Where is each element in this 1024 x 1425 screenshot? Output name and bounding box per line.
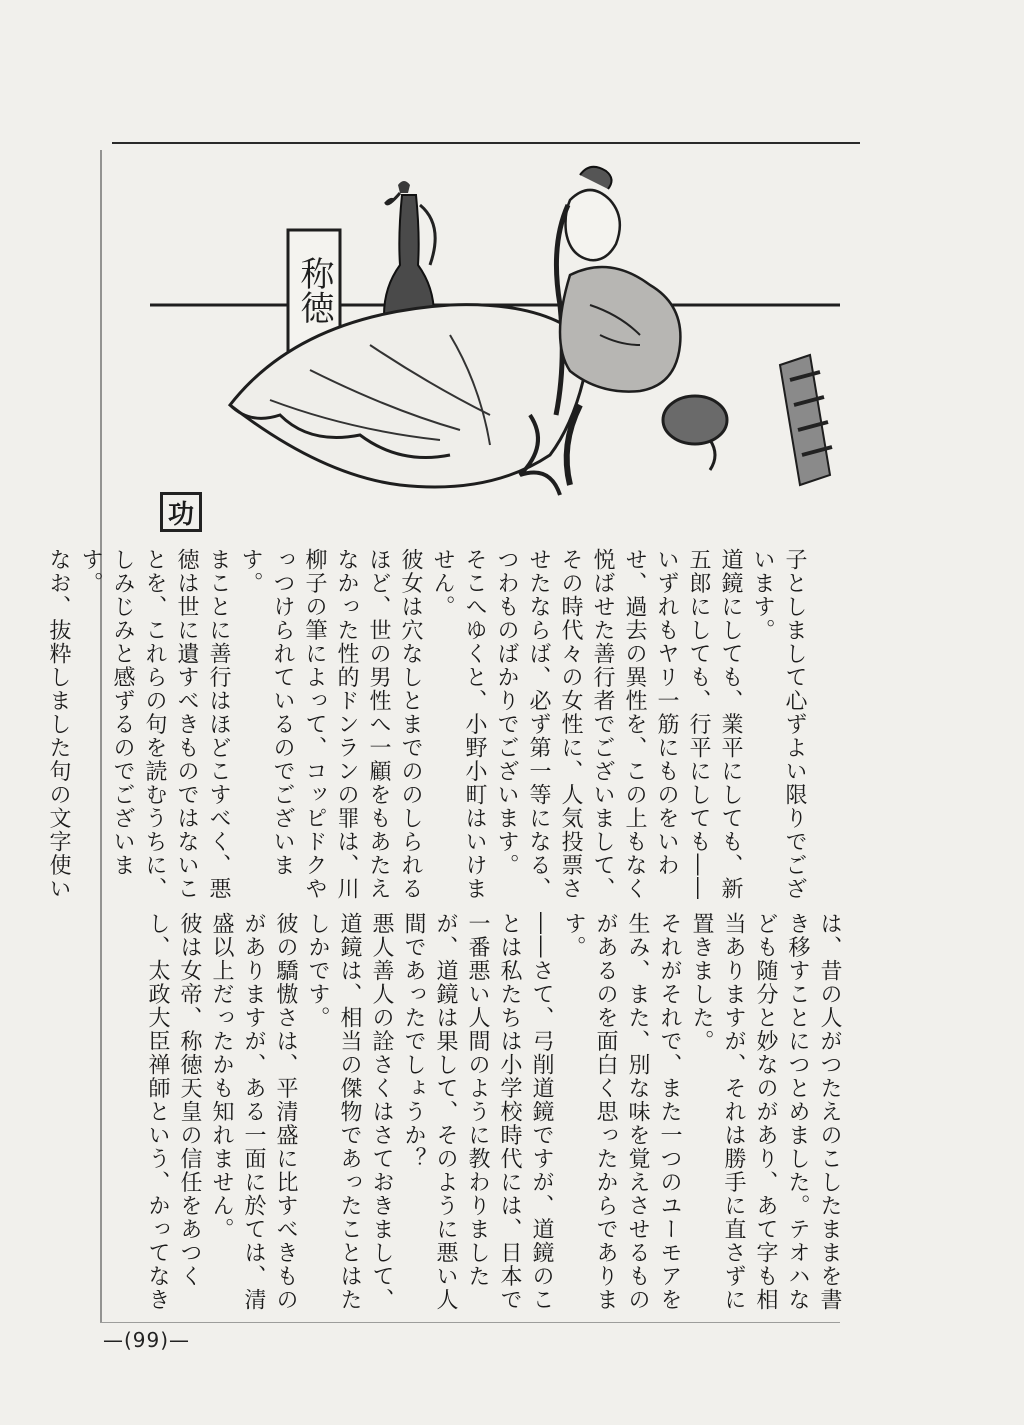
lower-paragraph: 彼の驕慠さは、平清盛に比すべきものがありますが、ある一面に於ては、清盛以上だったかも知れません。 [209, 912, 298, 1312]
court-lady-figure [556, 165, 680, 485]
flowing-robe [230, 305, 590, 495]
lower-paragraph: それがそれで、また一つのユーモアを生み、また、別な味を覚えさせるものがあるのを面白く思ったからであります。 [561, 912, 682, 1312]
lower-text-column [110, 912, 845, 1312]
lower-paragraph: 彼は女帝、称徳天皇の信任をあつくし、太政大臣禅師という、かってなき [145, 912, 202, 1312]
bottom-rule [100, 1322, 840, 1323]
folding-screen [780, 355, 832, 485]
lower-paragraph: ――さて、弓削道鏡ですが、道鏡のことは私たちは小学校時代には、日本で一番悪い人間のように教わりましたが、道鏡は果して、そのように悪い人間であったでしょうか？ [401, 912, 554, 1312]
upper-text-column [46, 548, 810, 908]
top-rule [112, 142, 860, 144]
upper-paragraph: そこへゆくと、小野小町はいけません。 [430, 548, 487, 901]
upper-paragraph: 子としまして心ずよい限りでございます。 [750, 548, 807, 901]
upper-paragraph: 彼女は穴なしとまでののしられるほど、世の男性へ一顧をもあたえなかった性的ドンランの罪は、川柳子の筆によって、コッピドクやっつけられているのでございます。 [238, 548, 423, 901]
lower-paragraph: 悪人善人の詮さくはさておきまして、道鏡は、相当の傑物であったことはたしかです。 [305, 912, 394, 1312]
illustration-court-lady [150, 165, 840, 505]
round-fan [663, 396, 727, 470]
page-number: —(99)— [103, 1328, 191, 1352]
scroll-caption: 称徳 [294, 256, 334, 324]
upper-paragraph: まことに善行はほどこすべく、悪徳は世に遺すべきものではないことを、これらの句を読むうちに、しみじみと感ずるのでございます。 [78, 548, 231, 901]
upper-paragraph: 道鏡にしても、業平にしても、新五郎にしても、行平にしても――いずれもヤリ一筋にものをいわせ、過去の異性を、この上もなく悦ばせた善行者でございまして、その時代々の女性に、人気投票させたならば、必ず第一等になる、つわものばかりでございます。 [494, 548, 743, 901]
lower-paragraph: は、昔の人がつたえのこしたままを書き移すことにつとめました。テオハなども随分と妙なのがあり、あて字も相当ありますが、それは勝手に直さずに置きました。 [689, 912, 842, 1312]
upper-paragraph: なお、抜粋しました句の文字使い [46, 548, 71, 901]
seal-stamp: 功 [160, 492, 202, 532]
